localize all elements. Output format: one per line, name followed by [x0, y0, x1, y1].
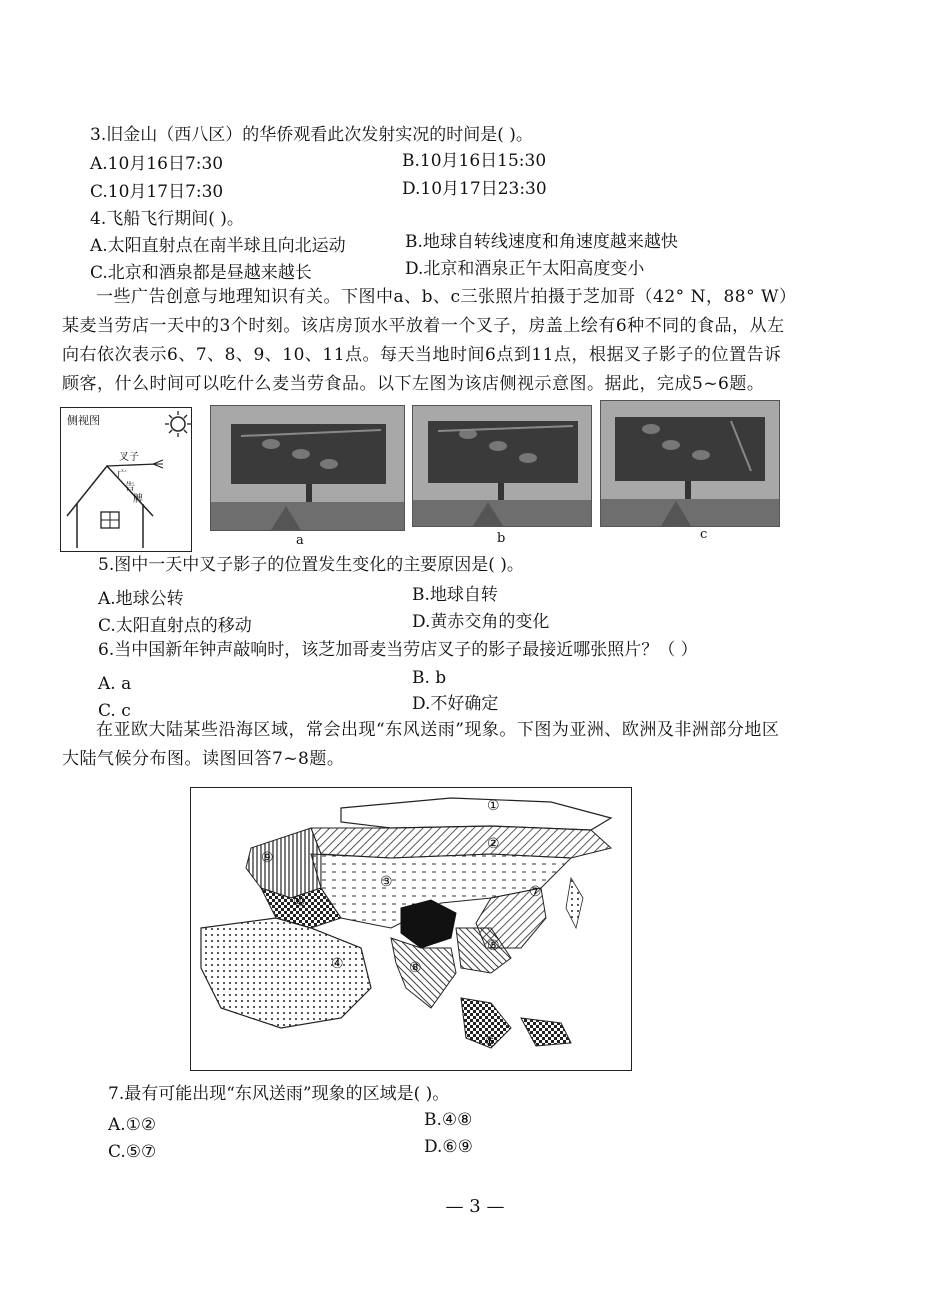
q4-option-b: B.地球自转线速度和角速度越来越快 [405, 232, 678, 252]
q7-option-c: C.⑤⑦ [108, 1142, 157, 1162]
map-label-1: ① [487, 798, 500, 814]
q5-stem: 5.图中一天中叉子影子的位置发生变化的主要原因是( )。 [98, 555, 524, 575]
q7-option-d: D.⑥⑨ [424, 1137, 473, 1157]
photo-caption-c: c [700, 527, 708, 542]
map-label-3: ③ [380, 874, 393, 890]
map-label-7: ⑦ [529, 884, 542, 900]
photo-a-image [211, 406, 404, 530]
map-label-9: ⑨ [261, 850, 274, 866]
q5-option-d: D.黄赤交角的变化 [412, 612, 550, 632]
q4-stem: 4.飞船飞行期间( )。 [90, 209, 244, 229]
q6-option-c: C. c [98, 701, 131, 721]
q5-option-a: A.地球公转 [98, 589, 184, 609]
page-number: — 3 — [445, 1196, 505, 1217]
map-label-10: ⑩ [293, 894, 306, 910]
board-label-2: 告 [125, 482, 135, 493]
map-label-6: ⑥ [485, 1034, 498, 1050]
q4-option-d: D.北京和酒泉正午太阳高度变小 [405, 259, 645, 279]
climate-map [190, 787, 632, 1071]
side-view-title: 侧视图 [67, 414, 100, 427]
q4-option-a: A.太阳直射点在南半球且向北运动 [90, 236, 346, 256]
photo-b [412, 405, 592, 527]
photo-caption-a: a [296, 533, 304, 548]
photo-b-image [413, 406, 591, 526]
q5-option-b: B.地球自转 [412, 585, 498, 605]
side-view-diagram [60, 407, 192, 552]
q5-option-c: C.太阳直射点的移动 [98, 616, 252, 636]
q3-option-b: B.10月16日15:30 [402, 151, 547, 171]
map-label-5: ⑤ [487, 938, 500, 954]
q7-stem: 7.最有可能出现“东风送雨”现象的区域是( )。 [108, 1084, 450, 1104]
fork-label: 叉子 [119, 452, 139, 463]
climate-map-drawing [191, 788, 631, 1070]
q3-option-c: C.10月17日7:30 [90, 182, 224, 202]
q7-option-a: A.①② [108, 1115, 157, 1135]
q3-stem: 3.旧金山（西八区）的华侨观看此次发射实况的时间是( )。 [90, 125, 533, 145]
photo-c [600, 400, 780, 527]
sun-icon [165, 411, 191, 437]
q6-option-a: A. a [98, 674, 132, 694]
passage-fork-shadow: 一些广告创意与地理知识有关。下图中a、b、c三张照片拍摄于芝加哥（42° N，88° W）某麦当劳店一天中的3个时刻。该店房顶水平放着一个叉子，房盖上绘有6种不同的食品，从左向右依次表示6、7、8、9、10、11点。每天当地时间6点到11点，根据叉子影子的位置告诉顾客，什么时间可以吃什么麦当劳食品。以下左图为该店侧视示意图。据此，完成5~6题。 [62, 287, 788, 394]
photo-a [210, 405, 405, 531]
passage-east-wind-rain: 在亚欧大陆某些沿海区域，常会出现“东风送雨”现象。下图为亚洲、欧洲及非洲部分地区大陆气候分布图。读图回答7~8题。 [62, 720, 780, 769]
q6-option-b: B. b [412, 668, 447, 688]
board-label-3: 牌 [133, 494, 143, 505]
photo-caption-b: b [497, 531, 506, 546]
map-label-2: ② [487, 836, 500, 852]
q7-option-b: B.④⑧ [424, 1110, 473, 1130]
board-label-1: 广 [117, 470, 127, 481]
q6-stem: 6.当中国新年钟声敲响时，该芝加哥麦当劳店叉子的影子最接近哪张照片？（ ） [98, 640, 698, 660]
q3-option-a: A.10月16日7:30 [90, 154, 224, 174]
map-label-8: ⑧ [409, 960, 422, 976]
q6-option-d: D.不好确定 [412, 694, 499, 714]
map-label-4: ④ [331, 956, 344, 972]
photo-c-image [601, 401, 779, 526]
q3-option-d: D.10月17日23:30 [402, 179, 547, 199]
q4-option-c: C.北京和酒泉都是昼越来越长 [90, 263, 312, 283]
